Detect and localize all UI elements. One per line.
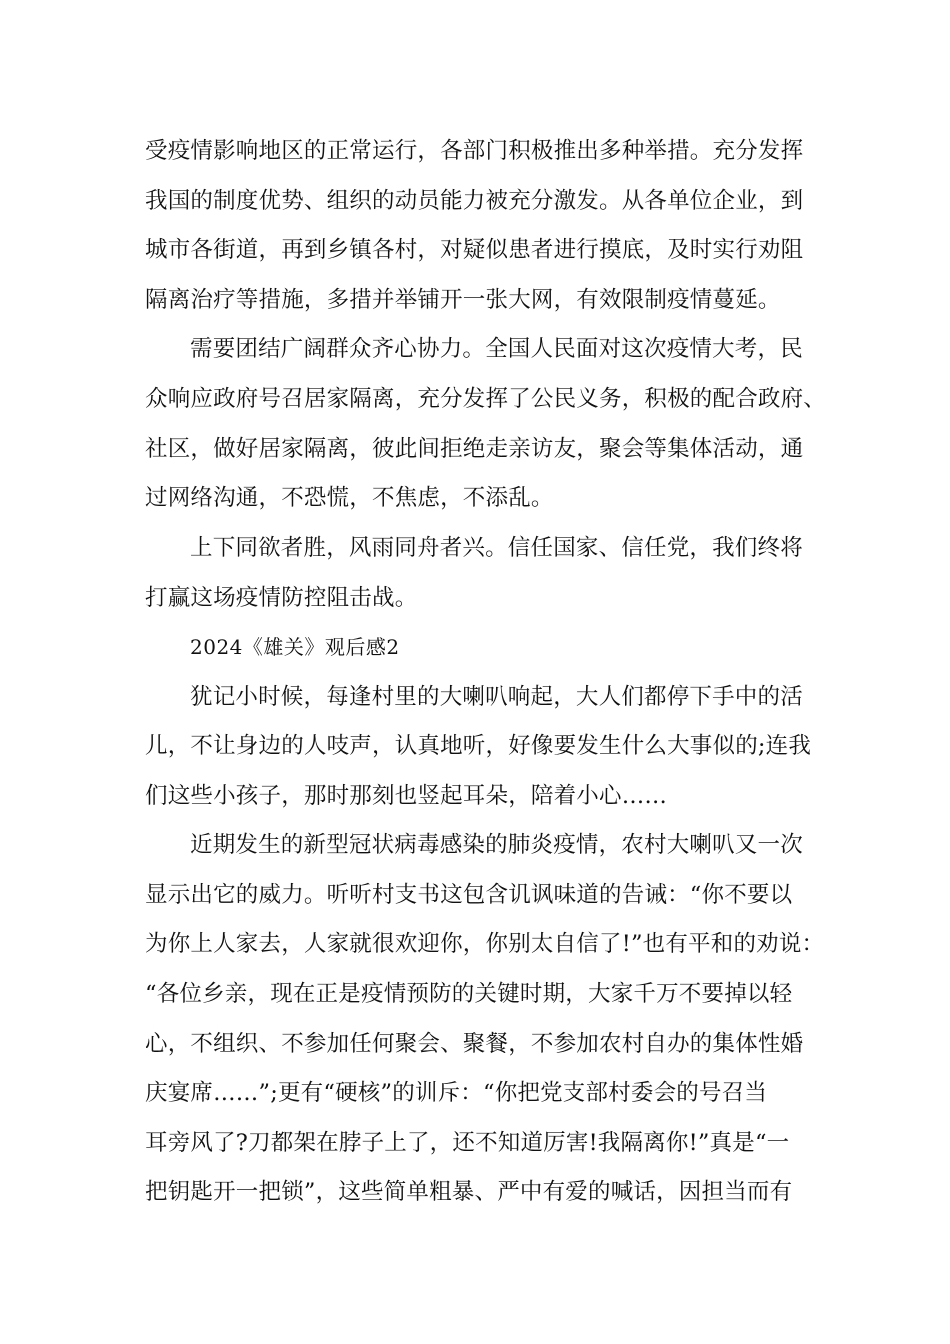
- paragraph-5-line-2: 显示出它的威力。听听村支书这包含讥讽味道的告诫：“你不要以: [145, 882, 793, 908]
- paragraph-2-line-2: 众响应政府号召居家隔离，充分发挥了公民义务，积极的配合政府、: [145, 386, 827, 412]
- paragraph-5-line-5: 心，不组织、不参加任何聚会、聚餐，不参加农村自办的集体性婚: [145, 1031, 804, 1057]
- paragraph-4-line-2: 儿，不让身边的人吱声，认真地听，好像要发生什么大事似的;连我: [145, 733, 812, 759]
- paragraph-5-line-8: 把钥匙开一把锁”，这些简单粗暴、严中有爱的喊话，因担当而有: [145, 1179, 793, 1205]
- paragraph-3-line-1: 上下同欲者胜，风雨同舟者兴。信任国家、信任党，我们终将: [190, 535, 803, 561]
- paragraph-5-line-6: 庆宴席……”;更有“硬核”的训斥：“你把党支部村委会的号召当: [145, 1080, 768, 1106]
- paragraph-5-line-3: 为你上人家去，人家就很欢迎你，你别太自信了!”也有平和的劝说：: [145, 931, 825, 957]
- section-heading: 2024《雄关》观后感2: [190, 635, 400, 659]
- paragraph-1-line-3: 城市各街道，再到乡镇各村，对疑似患者进行摸底，及时实行劝阻: [145, 237, 804, 263]
- paragraph-1-line-2: 我国的制度优势、组织的动员能力被充分激发。从各单位企业，到: [145, 188, 804, 214]
- paragraph-5-line-7: 耳旁风了?刀都架在脖子上了，还不知道厉害!我隔离你!”真是“一: [145, 1130, 790, 1156]
- paragraph-3-line-2: 打赢这场疫情防控阻击战。: [145, 585, 418, 611]
- paragraph-4-line-3: 们这些小孩子，那时那刻也竖起耳朵，陪着小心……: [145, 783, 668, 809]
- paragraph-2-line-1: 需要团结广阔群众齐心协力。全国人民面对这次疫情大考，民: [190, 336, 803, 362]
- paragraph-2-line-3: 社区，做好居家隔离，彼此间拒绝走亲访友，聚会等集体活动，通: [145, 436, 804, 462]
- paragraph-5-line-4: “各位乡亲，现在正是疫情预防的关键时期，大家千万不要掉以轻: [145, 981, 793, 1007]
- paragraph-4-line-1: 犹记小时候，每逢村里的大喇叭响起，大人们都停下手中的活: [190, 684, 803, 710]
- paragraph-2-line-4: 过网络沟通，不恐慌，不焦虑，不添乱。: [145, 485, 554, 511]
- paragraph-5-line-1: 近期发生的新型冠状病毒感染的肺炎疫情，农村大喇叭又一次: [190, 832, 803, 858]
- paragraph-1-line-1: 受疫情影响地区的正常运行，各部门积极推出多种举措。充分发挥: [145, 138, 804, 164]
- paragraph-1-line-4: 隔离治疗等措施，多措并举铺开一张大网，有效限制疫情蔓延。: [145, 287, 781, 313]
